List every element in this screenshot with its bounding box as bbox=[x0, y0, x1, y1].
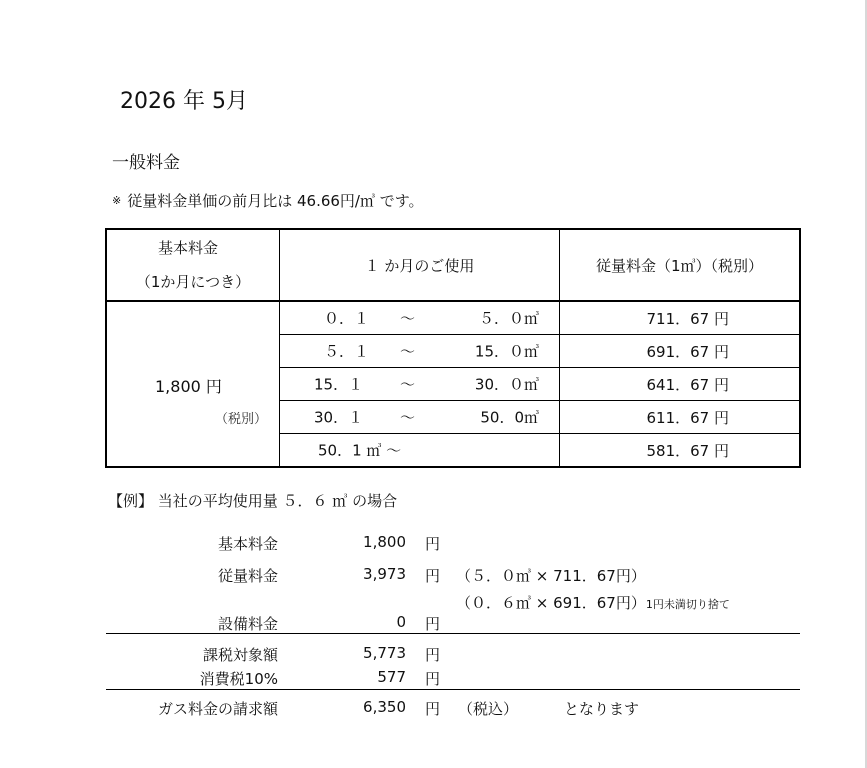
example-equip-value: 0 bbox=[396, 613, 406, 631]
example-rounding-note: 1円未満切り捨て bbox=[645, 598, 730, 611]
range-tilde: ～ bbox=[400, 408, 416, 427]
usage-range-cell bbox=[280, 335, 560, 368]
section-title: 一般料金 bbox=[112, 153, 180, 173]
example-taxable-value: 5,773 bbox=[363, 644, 406, 662]
example-usage-unit: 円 bbox=[425, 567, 441, 585]
example-usage-label: 従量料金 bbox=[217, 567, 278, 585]
example-basic-unit: 円 bbox=[425, 535, 441, 553]
range-to: 50．0㎥ bbox=[480, 408, 539, 427]
example-taxable-label: 課税対象額 bbox=[202, 646, 278, 664]
price-table bbox=[106, 229, 800, 467]
range-tilde: ～ bbox=[400, 309, 416, 328]
table-header-row bbox=[107, 230, 800, 302]
header-basic-fee-line1: 基本料金 bbox=[157, 239, 218, 257]
example-usage-calc-2-text: （０．６㎥ × 691．67円） bbox=[456, 594, 646, 612]
example-equip-label: 設備料金 bbox=[217, 615, 278, 633]
example-equip-unit: 円 bbox=[425, 615, 441, 633]
range-from: ０．１ bbox=[324, 309, 370, 328]
usage-range-cell bbox=[280, 301, 560, 335]
range-from: 30．１ bbox=[314, 408, 364, 427]
example-basic-value: 1,800 bbox=[363, 533, 406, 551]
range-to: 30．０㎥ bbox=[474, 375, 539, 394]
base-fee-tax-note: （税別） bbox=[215, 412, 268, 427]
example-basic-label: 基本料金 bbox=[217, 535, 278, 553]
unit-price-cell: 691．67 円 bbox=[560, 335, 800, 368]
example-title: 【例】 当社の平均使用量 ５．６ ㎥ の場合 bbox=[108, 492, 398, 510]
divider-line bbox=[106, 633, 800, 634]
example-total-label: ガス料金の請求額 bbox=[157, 700, 278, 718]
unit-price-cell: 581．67 円 bbox=[560, 434, 800, 467]
header-monthly-usage: １ か月のご使用 bbox=[280, 230, 560, 302]
example-total-unit: 円 bbox=[425, 700, 441, 718]
range-tilde: ～ bbox=[400, 375, 416, 394]
example-tax-label: 消費税10% bbox=[199, 670, 278, 688]
range-tilde: ～ bbox=[400, 342, 416, 361]
unit-price-cell: 711．67 円 bbox=[560, 301, 800, 335]
range-from: 50．1 ㎥ ～ bbox=[318, 441, 402, 460]
page-title: 2026 年 5月 bbox=[120, 89, 248, 114]
base-fee-cell bbox=[107, 301, 280, 467]
range-to: 15．０㎥ bbox=[474, 342, 539, 361]
example-usage-calc-1: （５．０㎥ × 711．67円） bbox=[456, 567, 646, 585]
example-usage-calc-2 bbox=[456, 592, 730, 613]
header-basic-fee-line2: （1か月につき） bbox=[135, 273, 251, 291]
range-from: ５．１ bbox=[324, 342, 370, 361]
example-tax-value: 577 bbox=[377, 668, 406, 686]
unit-price-cell: 611．67 円 bbox=[560, 401, 800, 434]
usage-range-cell bbox=[280, 368, 560, 401]
price-change-note bbox=[112, 190, 424, 211]
usage-range-cell bbox=[280, 434, 560, 467]
divider-line bbox=[106, 689, 800, 690]
base-fee-value: 1,800 円 bbox=[155, 377, 222, 396]
example-total-suffix: となります bbox=[564, 700, 640, 718]
example-total-value: 6,350 bbox=[363, 698, 406, 716]
example-total-taxin: （税込） bbox=[458, 700, 519, 718]
header-basic-fee bbox=[107, 230, 280, 302]
example-taxable-unit: 円 bbox=[425, 646, 441, 664]
range-from: 15．１ bbox=[314, 375, 364, 394]
note-text: 従量料金単価の前月比は 46.66円/㎥ です。 bbox=[127, 192, 424, 210]
example-usage-value: 3,973 bbox=[363, 565, 406, 583]
usage-range-cell bbox=[280, 401, 560, 434]
unit-price-cell: 641．67 円 bbox=[560, 368, 800, 401]
table-row bbox=[107, 301, 800, 335]
header-unit-price: 従量料金（1㎥）（税別） bbox=[560, 230, 800, 302]
range-to: ５．０㎥ bbox=[478, 309, 539, 328]
example-tax-unit: 円 bbox=[425, 670, 441, 688]
note-mark: ※ bbox=[112, 194, 122, 207]
